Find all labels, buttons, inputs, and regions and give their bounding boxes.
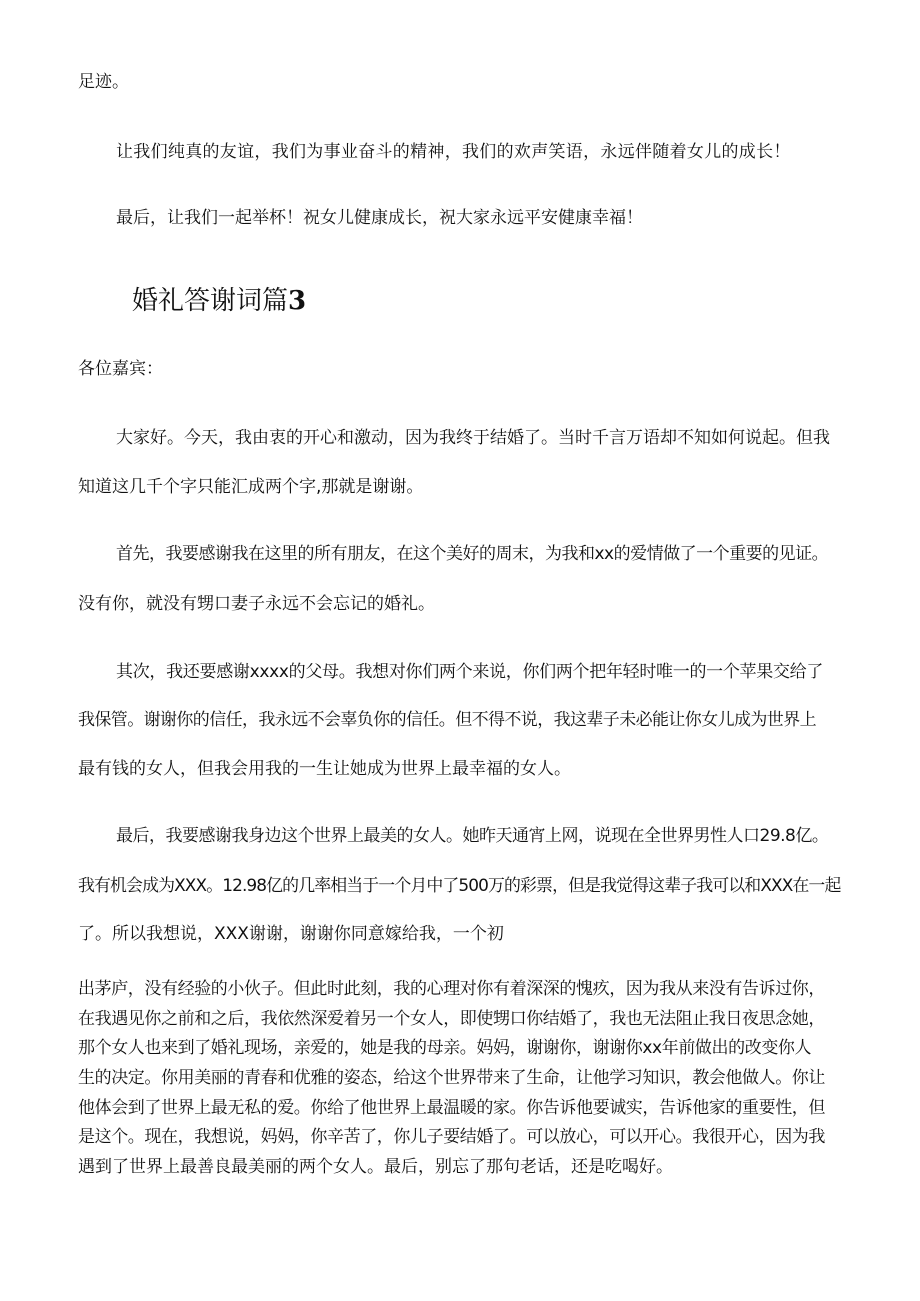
paragraph-line: 遇到了世界上最善良最美丽的两个女人。最后，别忘了那句老话，还是吃喝好。 (78, 1157, 673, 1177)
paragraph-line: 其次，我还要感谢xxxx的父母。我想对你们两个来说，你们两个把年轻时唯一的一个苹果交给了 (116, 662, 824, 682)
paragraph-line: 是这个。现在，我想说，妈妈，你辛苦了，你儿子要结婚了。可以放心，可以开心。我很开心，因为我 (78, 1127, 825, 1147)
paragraph-line: 没有你，就没有甥口妻子永远不会忘记的婚礼。 (78, 594, 435, 614)
section-heading-text: 婚礼答谢词篇 (132, 286, 289, 316)
paragraph-line: 我有机会成为XXX。12.98亿的几率相当于一个月中了500万的彩票，但是我觉得这辈子我可以和XXX在一起 (78, 876, 841, 896)
paragraph-line: 那个女人也来到了婚礼现场，亲爱的，她是我的母亲。妈妈，谢谢你，谢谢你xx年前做出的改变你人 (78, 1038, 812, 1058)
paragraph-line: 最有钱的女人，但我会用我的一生让她成为世界上最幸福的女人。 (78, 759, 571, 779)
text-line: 足迹。 (78, 72, 129, 92)
paragraph-line: 他体会到了世界上最无私的爱。你给了他世界上最温暖的家。你告诉他要诚实，告诉他家的重要性，但 (78, 1098, 825, 1118)
section-heading-number: 3 (288, 286, 307, 316)
paragraph-line: 大家好。今天，我由衷的开心和激动，因为我终于结婚了。当时千言万语却不知如何说起。但我 (116, 428, 830, 448)
section-heading (132, 284, 306, 318)
text-line: 最后，让我们一起举杯！祝女儿健康成长，祝大家永远平安健康幸福！ (116, 208, 643, 228)
paragraph-line: 了。所以我想说，XXX谢谢，谢谢你同意嫁给我，一个初 (78, 924, 504, 944)
paragraph-line: 知道这几千个字只能汇成两个字,那就是谢谢。 (78, 477, 424, 497)
salutation: 各位嘉宾： (78, 359, 163, 379)
text-line: 让我们纯真的友谊，我们为事业奋斗的精神，我们的欢声笑语，永远伴随着女儿的成长！ (116, 142, 791, 162)
paragraph-line: 出茅庐，没有经验的小伙子。但此时此刻，我的心理对你有着深深的愧疚，因为我从来没有告诉过你， (78, 979, 825, 999)
paragraph-line: 生的决定。你用美丽的青春和优雅的姿态，给这个世界带来了生命，让他学习知识，教会他做人。你让 (78, 1068, 825, 1088)
paragraph-line: 在我遇见你之前和之后，我依然深爱着另一个女人，即使甥口你结婚了，我也无法阻止我日夜思念她， (78, 1009, 825, 1029)
paragraph-line: 我保管。谢谢你的信任，我永远不会辜负你的信任。但不得不说，我这辈子未必能让你女儿成为世界上 (78, 710, 816, 730)
paragraph-line: 最后，我要感谢我身边这个世界上最美的女人。她昨天通宵上网，说现在全世界男性人口29.8亿。 (116, 826, 829, 846)
paragraph-line: 首先，我要感谢我在这里的所有朋友，在这个美好的周末，为我和xx的爱情做了一个重要的见证。 (116, 544, 829, 564)
